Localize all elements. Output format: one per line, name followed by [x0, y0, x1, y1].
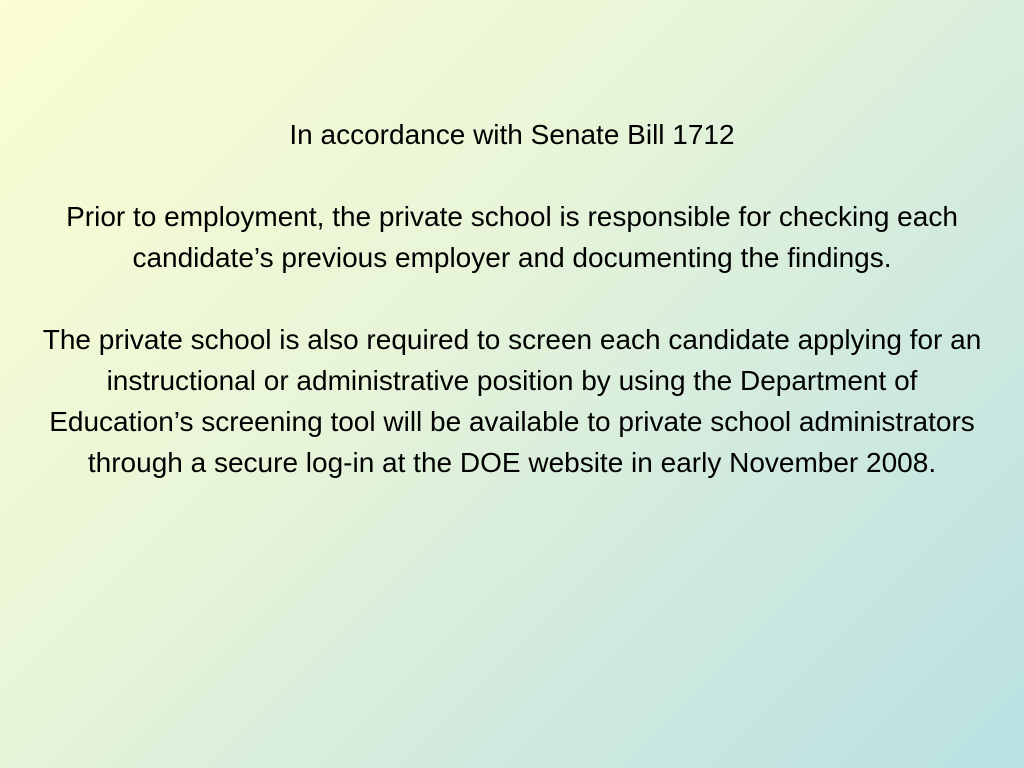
paragraph-employment-check: Prior to employment, the private school is responsible for checking each candidate’s previous employer and documenting the findings.	[66, 201, 958, 273]
spacer	[40, 155, 984, 196]
slide-heading: In accordance with Senate Bill 1712	[289, 119, 735, 150]
slide-body	[40, 114, 984, 483]
paragraph-screening-tool: The private school is also required to screen each candidate applying for an instructional or administrative position by using the Department of Education’s screening tool will be available to private school administrators through a secure log-in at the DOE website in early November 2008.	[42, 324, 982, 478]
spacer	[40, 278, 984, 319]
